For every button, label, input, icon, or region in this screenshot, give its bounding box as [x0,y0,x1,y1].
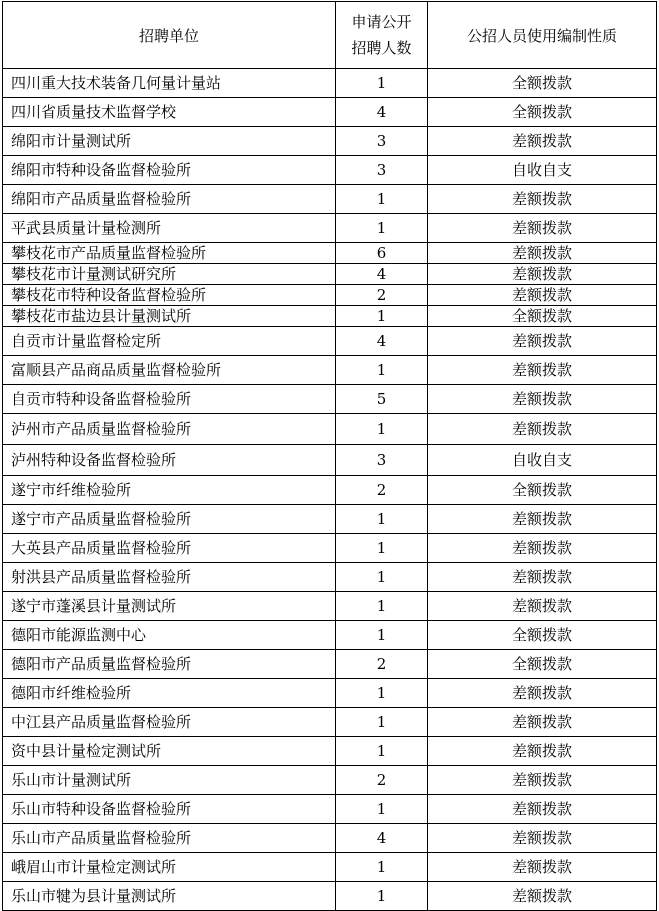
table-row [3,592,657,621]
table-row [3,621,657,650]
funding-type-cell: 差额拨款 [428,795,657,824]
funding-type-cell: 差额拨款 [428,385,657,414]
table-row [3,650,657,679]
count-cell: 3 [336,156,428,185]
count-cell: 1 [336,356,428,385]
count-cell: 4 [336,824,428,853]
header-row [3,2,657,69]
count-cell: 1 [336,737,428,766]
unit-cell: 德阳市产品质量监督检验所 [3,650,336,679]
unit-cell: 攀枝花市产品质量监督检验所 [3,243,336,264]
count-cell: 1 [336,592,428,621]
funding-type-cell: 全额拨款 [428,98,657,127]
funding-type-cell: 差额拨款 [428,356,657,385]
table-row [3,766,657,795]
funding-type-cell: 全额拨款 [428,650,657,679]
table-row [3,476,657,505]
header-count-line1: 申请公开 [351,13,412,31]
count-cell: 1 [336,414,428,445]
funding-type-cell: 差额拨款 [428,534,657,563]
funding-type-cell: 全额拨款 [428,476,657,505]
count-cell: 3 [336,445,428,476]
table-row [3,156,657,185]
table-body [3,69,657,911]
table-row [3,824,657,853]
unit-cell: 峨眉山市计量检定测试所 [3,853,336,882]
funding-type-cell: 差额拨款 [428,679,657,708]
funding-type-cell: 差额拨款 [428,414,657,445]
count-cell: 1 [336,563,428,592]
table-row [3,385,657,414]
funding-type-cell: 差额拨款 [428,853,657,882]
unit-cell: 中江县产品质量监督检验所 [3,708,336,737]
funding-type-cell: 差额拨款 [428,592,657,621]
table-header [3,2,657,69]
funding-type-cell: 差额拨款 [428,264,657,285]
table-row [3,285,657,306]
count-cell: 4 [336,327,428,356]
table-row [3,414,657,445]
count-cell: 1 [336,214,428,243]
count-cell: 1 [336,69,428,98]
count-cell: 2 [336,285,428,306]
unit-cell: 乐山市产品质量监督检验所 [3,824,336,853]
table-row [3,356,657,385]
unit-cell: 自贡市计量监督检定所 [3,327,336,356]
table-row [3,505,657,534]
count-cell: 1 [336,621,428,650]
unit-cell: 资中县计量检定测试所 [3,737,336,766]
count-cell: 6 [336,243,428,264]
table-row [3,679,657,708]
count-cell: 1 [336,505,428,534]
unit-cell: 绵阳市计量测试所 [3,127,336,156]
count-cell: 4 [336,264,428,285]
table-row [3,563,657,592]
funding-type-cell: 差额拨款 [428,327,657,356]
table-row [3,185,657,214]
table-row [3,882,657,911]
funding-type-cell: 自收自支 [428,445,657,476]
table-row [3,737,657,766]
funding-type-cell: 差额拨款 [428,505,657,534]
count-cell: 2 [336,766,428,795]
header-unit: 招聘单位 [3,2,336,69]
table-row [3,445,657,476]
count-cell: 1 [336,534,428,563]
count-cell: 2 [336,650,428,679]
funding-type-cell: 差额拨款 [428,243,657,264]
unit-cell: 大英县产品质量监督检验所 [3,534,336,563]
funding-type-cell: 差额拨款 [428,766,657,795]
funding-type-cell: 全额拨款 [428,306,657,327]
table-row [3,853,657,882]
count-cell: 1 [336,185,428,214]
funding-type-cell: 差额拨款 [428,285,657,306]
count-cell: 3 [336,127,428,156]
count-cell: 1 [336,795,428,824]
count-cell: 1 [336,708,428,737]
table-row [3,69,657,98]
unit-cell: 乐山市特种设备监督检验所 [3,795,336,824]
table-row [3,534,657,563]
unit-cell: 攀枝花市特种设备监督检验所 [3,285,336,306]
funding-type-cell: 全额拨款 [428,621,657,650]
unit-cell: 绵阳市特种设备监督检验所 [3,156,336,185]
count-cell: 4 [336,98,428,127]
funding-type-cell: 差额拨款 [428,882,657,911]
unit-cell: 攀枝花市盐边县计量测试所 [3,306,336,327]
unit-cell: 乐山市计量测试所 [3,766,336,795]
table-row [3,708,657,737]
table-row [3,795,657,824]
unit-cell: 自贡市特种设备监督检验所 [3,385,336,414]
unit-cell: 遂宁市蓬溪县计量测试所 [3,592,336,621]
count-cell: 1 [336,679,428,708]
count-cell: 1 [336,306,428,327]
funding-type-cell: 差额拨款 [428,214,657,243]
header-count [336,2,428,69]
unit-cell: 四川省质量技术监督学校 [3,98,336,127]
unit-cell: 遂宁市产品质量监督检验所 [3,505,336,534]
unit-cell: 德阳市能源监测中心 [3,621,336,650]
unit-cell: 攀枝花市计量测试研究所 [3,264,336,285]
table-row [3,306,657,327]
count-cell: 1 [336,853,428,882]
unit-cell: 乐山市犍为县计量测试所 [3,882,336,911]
unit-cell: 富顺县产品商品质量监督检验所 [3,356,336,385]
table-row [3,243,657,264]
unit-cell: 四川重大技术装备几何量计量站 [3,69,336,98]
count-cell: 1 [336,882,428,911]
funding-type-cell: 自收自支 [428,156,657,185]
table-row [3,214,657,243]
unit-cell: 射洪县产品质量监督检验所 [3,563,336,592]
recruitment-table [2,1,657,911]
header-count-line2: 招聘人数 [351,39,412,57]
funding-type-cell: 差额拨款 [428,563,657,592]
table-row [3,264,657,285]
header-type: 公招人员使用编制性质 [428,2,657,69]
unit-cell: 泸州市产品质量监督检验所 [3,414,336,445]
count-cell: 2 [336,476,428,505]
unit-cell: 遂宁市纤维检验所 [3,476,336,505]
unit-cell: 泸州特种设备监督检验所 [3,445,336,476]
table-row [3,327,657,356]
unit-cell: 绵阳市产品质量监督检验所 [3,185,336,214]
unit-cell: 德阳市纤维检验所 [3,679,336,708]
funding-type-cell: 差额拨款 [428,127,657,156]
funding-type-cell: 差额拨款 [428,737,657,766]
table-row [3,127,657,156]
funding-type-cell: 全额拨款 [428,69,657,98]
funding-type-cell: 差额拨款 [428,708,657,737]
funding-type-cell: 差额拨款 [428,824,657,853]
table-row [3,98,657,127]
unit-cell: 平武县质量计量检测所 [3,214,336,243]
funding-type-cell: 差额拨款 [428,185,657,214]
count-cell: 5 [336,385,428,414]
